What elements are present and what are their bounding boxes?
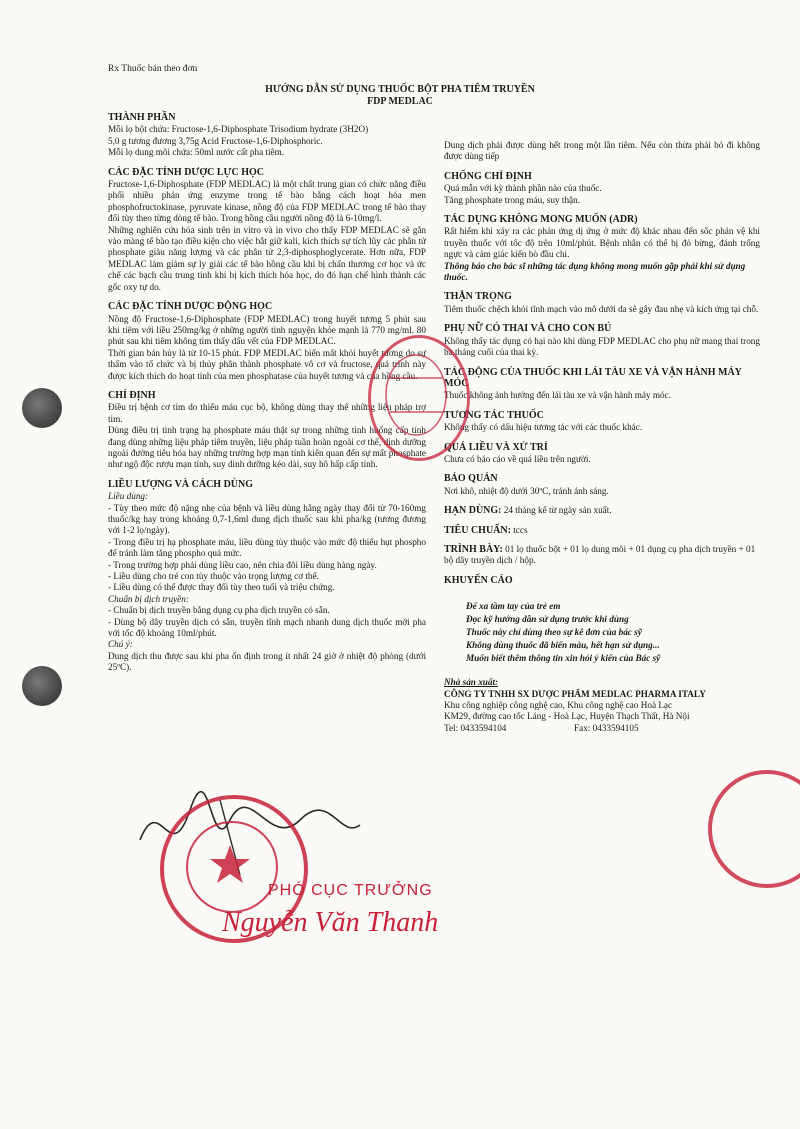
shelf-life: HẠN DÙNG: 24 tháng kể từ ngày sản xuất. — [444, 505, 612, 517]
punch-hole-top — [22, 388, 62, 428]
right-column — [444, 140, 760, 734]
section-precautions: THẬN TRỌNG Tiêm thuốc chệch khỏi tĩnh mạch vào mô dưới da sẽ gây đau nhẹ và kích ứng tại chỗ. — [444, 291, 759, 314]
rx-label: Rx Thuốc bán theo đơn — [108, 64, 198, 74]
section-adr: TÁC DỤNG KHÔNG MONG MUỐN (ADR) Rất hiếm khi xảy ra các phản ứng dị ứng ở mức độ khác nhau đến sốc phản vệ khi truyền thuốc với tốc độ trên 10ml/phút. Bệnh nhân có thể bị đỏ bừng, đánh trống ngực và cảm giác kiến bò đầu chi. Thông báo cho bác sĩ những tác dụng không mong muốn gặp phải khi sử dụng thuốc. — [444, 214, 760, 283]
section-contraindications: CHỐNG CHỈ ĐỊNH Quá mẫn với kỳ thành phần nào của thuốc. Tăng phosphate trong máu, suy thận. — [444, 170, 602, 205]
document-title: HƯỚNG DẪN SỬ DỤNG THUỐC BỘT PHA TIÊM TRUYỀN FDP MEDLAC — [265, 84, 535, 107]
section-interactions: TƯƠNG TÁC THUỐC Không thấy có dấu hiệu tương tác với các thuốc khác. — [444, 409, 643, 433]
section-storage: BẢO QUẢN Nơi khô, nhiệt độ dưới 30ºC, tránh ánh sáng. — [444, 473, 609, 496]
section-pregnancy: PHỤ NỮ CÓ THAI VÀ CHO CON BÚ Không thấy tác dụng có hại nào khi dùng FDP MEDLAC cho phụ nữ mang thai trong ba tháng cuối của thai kỳ. — [444, 323, 760, 358]
section-overdose: QUÁ LIỀU VÀ XỬ TRÍ Chưa có báo cáo về quá liều trên người. — [444, 441, 591, 464]
section-pharmacodynamics: CÁC ĐẶC TÍNH DƯỢC LỰC HỌC Fructose-1,6-Diphosphate (FDP MEDLAC) là một chất trung gian có chức năng điều phối nhiều phản ứng enzyme trong tế bào bằng cách hoạt hóa men phosphofructokinase, pyruvate kinase, nồng độ của FDP MEDLAC trong tế bào thay đổi tùy theo từng dòng tế bào. Trong hồng cầu người nồng độ là 6-10mg/l. Những nghiên cứu hóa sinh trên in vitro và in vivo cho thấy FDP MEDLAC sẽ gắn vào màng tế bào tạo điều kiện cho việc bắt giữ kali, kích thích sự tích lũy các phân tử phosphate giàu năng lượng và các phân tử 2,3-diphosphoglycerate. Hơn nữa, FDP MEDLAC làm giảm sự ly giải các tế bào hồng cầu khi bị chấn thương cơ học và ức chế các bạch cầu trung tính khi bị kích thích hóa học, do đó hạn chế hình thành các gốc oxy tự do. — [108, 166, 426, 292]
section-indications: CHỈ ĐỊNH Điều trị bệnh cơ tim do thiếu máu cục bộ, không dùng thay thế những liệu pháp trợ tim. Dùng điều trị tình trạng hạ phosphate máu thật sự trong những tình huống cấp tính đang dùng những liệu pháp tiêm truyền, liệu pháp tuần hoàn ngoài cơ thể, dinh dưỡng ngoài đường tiêu hóa hay những trường hợp mạn tính kiên quan đến sự mất phosphate như ngộ độc rượu mạn tính, suy dinh dưỡng kéo dài, suy hô hấp cấp tính. — [108, 389, 426, 470]
company-stamp — [368, 335, 470, 461]
punch-hole-bottom — [22, 666, 62, 706]
advice-list: Để xa tầm tay của trẻ em Đọc kỹ hướng dẫn sử dụng trước khi dùng Thuốc này chỉ dùng theo sự kê đơn của bác sỹ Không dùng thuốc đã biến màu, hết hạn sử dụng... Muốn biết thêm thông tin xin hỏi ý kiến của Bác sỹ — [466, 601, 661, 664]
section-dosage: LIỀU LƯỢNG VÀ CÁCH DÙNG Liều dùng: - Tùy theo mức độ nặng nhẹ của bệnh và liều dùng hằng ngày thay đổi từ 70-160mg thuốc/kg hay trong khoảng 0,7-1,6ml dung dịch thuốc sau khi pha/kg (tương đương với 1-2 lọ/ngày). - Trong điều trị hạ phosphate máu, liều dùng tùy thuộc vào mức độ thiếu hụt phospho để tránh làm tăng phospho quá mức. - Trong trường hợp phải dùng liều cao, nên chia đôi liều dùng hàng ngày. - Liều dùng cho trẻ con tùy thuộc vào trọng lượng cơ thể. - Liều dùng có thể được thay đổi tùy theo tuổi và triệu chứng. Chuẩn bị dịch truyền: - Chuẩn bị dịch truyền bằng dụng cụ pha dịch truyền có sẵn. - Dùng bộ dây truyền dịch có sẵn, truyền tĩnh mạch nhanh dung dịch thuốc mới pha với tốc độ khoảng 10ml/phút. Chú ý: Dung dịch thu được sau khi pha ổn định trong ít nhất 24 giờ ở nhiệt độ phòng (dưới 25ºC). — [108, 478, 426, 673]
standard: TIÊU CHUẨN: tccs — [444, 524, 528, 536]
section-dosage-continued: Dung dịch phải được dùng hết trong một lần tiêm. Nếu còn thừa phải bỏ đi không được dùng tiếp — [444, 140, 760, 162]
partial-stamp — [708, 770, 800, 888]
star-icon — [208, 843, 252, 887]
packaging: TRÌNH BÀY: 01 lọ thuốc bột + 01 lọ dung môi + 01 dụng cụ pha dịch truyền + 01 bộ dây truyền dịch / hộp. — [444, 543, 756, 566]
section-pharmacokinetics: CÁC ĐẶC TÍNH DƯỢC ĐỘNG HỌC Nồng độ Fructose-1,6-Diphosphate (FDP MEDLAC) trong huyết tương 5 phút sau khi tiêm với liều 250mg/kg ở những người tình nguyện khỏe mạnh là 770 mg/ml. 80 phút sau khi tiêm không tìm thấy dấu vết của FDP MEDLAC. Thời gian bán hủy là từ 10-15 phút. FDP MEDLAC biến mất khỏi huyết tương do sự thấm vào tổ chức và bị thủy phân thành phosphate vô cơ và fructose, quá trình này được kích thích do hoạt tính của men phosphatase của huyết tương và của hồng cầu. — [108, 301, 426, 381]
section-composition: THÀNH PHẦN Mỗi lọ bột chứa: Fructose-1,6-Diphosphate Trisodium hydrate (3H2O) 5,0 g tương đương 3,75g Acid Fructose-1,6-Diphosphoric. Mỗi lọ dung môi chứa: 50ml nước cất pha tiêm. — [108, 112, 369, 158]
manufacturer-block: Nhà sản xuất: CÔNG TY TNHH SX DƯỢC PHẨM MEDLAC PHARMA ITALY Khu công nghiệp công nghệ cao, Khu công nghệ cao Hoà Lạc KM29, đường cao tốc Láng - Hoà Lạc, Huyện Thạch Thất, Hà Nội Tel: 0433594104 Fax: 0433594105 — [444, 677, 706, 733]
signatory-name: Nguyễn Văn Thanh — [222, 907, 439, 938]
section-driving: TÁC ĐỘNG CỦA THUỐC KHI LÁI TÀU XE VÀ VẬN HÀNH MÁY MÓC Thuốc không ảnh hưởng đến lái tàu xe và vận hành máy móc. — [444, 366, 742, 401]
section-advice: KHUYẾN CÁO Để xa tầm tay của trẻ em Đọc kỹ hướng dẫn sử dụng trước khi dùng Thuốc này chỉ dùng theo sự kê đơn của bác sỹ Không dùng thuốc đã biến màu, hết hạn sử dụng... Muốn biết thêm thông tin xin hỏi ý kiến của Bác sỹ — [444, 575, 760, 665]
company-stamp-graphic — [371, 338, 461, 452]
signatory-title: PHÓ CỤC TRƯỞNG — [268, 882, 433, 899]
